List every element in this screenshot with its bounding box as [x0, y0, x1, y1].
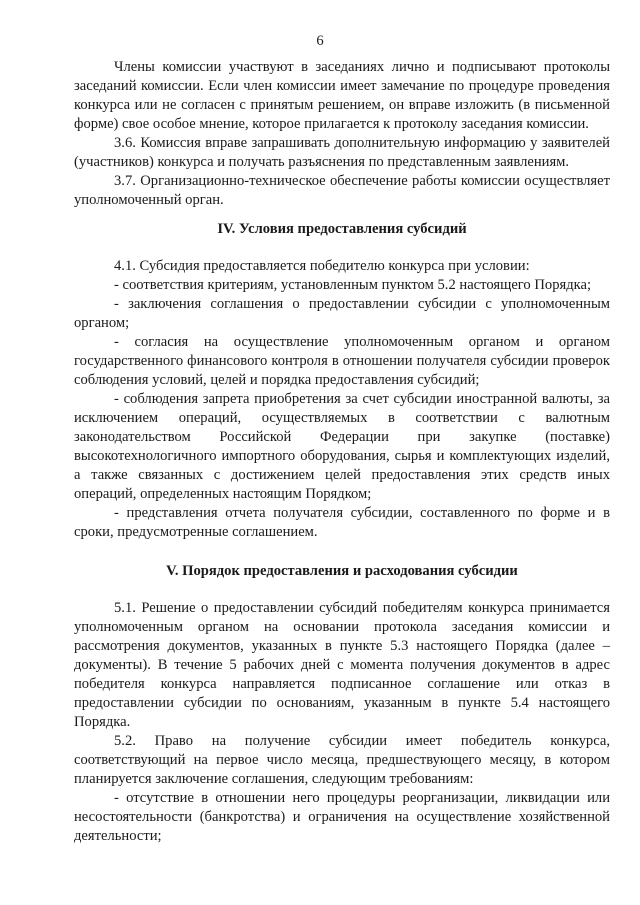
section-4-heading: IV. Условия предоставления субсидий — [217, 221, 467, 237]
section-4-paragraph: - согласия на осуществление уполномоченным органом и органом государственного финансового контроля в отношении получателя субсидии проверок соблюдения условий, целей и порядка предоставления субсидий; — [74, 334, 610, 388]
section-5-paragraph: 5.1. Решение о предоставлении субсидий победителям конкурса принимается уполномоченным органом на основании протокола заседания комиссии и рассмотрения документов, указанных в пункте 5.3 настоящего Порядка (далее – документы). В течение 5 рабочих дней с момента получения документов в адрес победителя конкурса направляется подписанное соглашение или отказ в предоставлении субсидии по основаниям, указанным в пункте 5.4 настоящего Порядка. — [74, 600, 610, 730]
intro-paragraph: 3.7. Организационно-техническое обеспечение работы комиссии осуществляет уполномоченный орган. — [74, 173, 610, 208]
section-5-paragraph: 5.2. Право на получение субсидии имеет победитель конкурса, соответствующий на первое число месяца, предшествующего месяцу, в котором планируется заключение соглашения, следующим требованиям: — [74, 733, 610, 787]
intro-paragraph: Члены комиссии участвуют в заседаниях лично и подписывают протоколы заседаний комиссии. Если член комиссии имеет замечание по процедуре проведения конкурса или не согласен с принятым решением, он вправе изложить (в письменной форме) свое особое мнение, которое прилагается к протоколу заседания комиссии. — [74, 59, 610, 132]
section-4-paragraph: - соответствия критериям, установленным пунктом 5.2 настоящего Порядка; — [114, 277, 592, 293]
document-body — [74, 58, 610, 846]
section-5-heading: V. Порядок предоставления и расходования субсидии — [166, 563, 518, 579]
section-4-paragraph: - соблюдения запрета приобретения за счет субсидии иностранной валюты, за исключением операций, осуществляемых в соответствии с валютным законодательством Российской Федерации при закупке (поставке) высокотехнологичного импортного оборудования, сырья и комплектующих изделий, а также связанных с достижением целей предоставления этих средств иных операций, определенных настоящим Порядком; — [74, 391, 610, 502]
page-number: 6 — [316, 33, 324, 49]
section-4-paragraph: - заключения соглашения о предоставлении субсидии с уполномоченным органом; — [74, 296, 610, 331]
intro-paragraph: 3.6. Комиссия вправе запрашивать дополнительную информацию у заявителей (участников) конкурса и получать разъяснения по представленным заявлениям. — [74, 135, 610, 170]
section-4-paragraph: 4.1. Субсидия предоставляется победителю конкурса при условии: — [114, 258, 530, 274]
section-4-paragraph: - представления отчета получателя субсидии, составленного по форме и в сроки, предусмотренные соглашением. — [74, 505, 610, 540]
section-5-paragraph: - отсутствие в отношении него процедуры реорганизации, ликвидации или несостоятельности (банкротства) и ограничения на осуществление хозяйственной деятельности; — [74, 790, 610, 844]
